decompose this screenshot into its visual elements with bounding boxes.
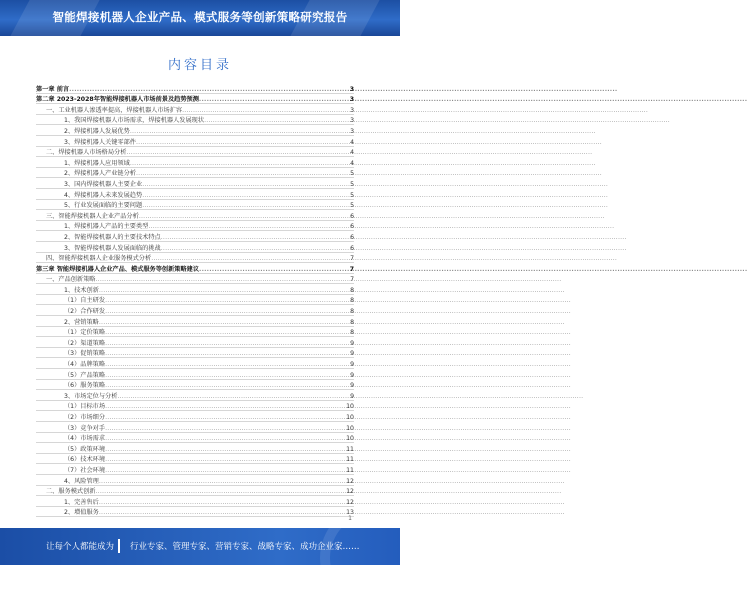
toc-entry-page: 7 bbox=[349, 265, 354, 273]
toc-entry-title: 2、焊接机器人产业链分析 bbox=[64, 170, 136, 178]
toc-entry[interactable] bbox=[36, 327, 354, 338]
toc-entry-title: 2、焊接机器人发展优势 bbox=[64, 127, 130, 135]
toc-entry-title: （1）目标市场 bbox=[64, 403, 106, 411]
toc-entry-page: 12 bbox=[346, 498, 354, 506]
toc-entry-title: 第二章 2023-2028年智能焊接机器人市场前景及趋势预测 bbox=[36, 96, 199, 104]
toc-entry-page: 3 bbox=[349, 85, 354, 93]
toc-entry-title: （1）自主研发 bbox=[64, 297, 106, 305]
toc-entry[interactable] bbox=[36, 496, 354, 507]
toc-entry-page: 9 bbox=[350, 339, 354, 347]
toc-entry-title: （1）定价策略 bbox=[64, 329, 106, 337]
toc-entry-page: 10 bbox=[346, 403, 354, 411]
toc-entry-page: 3 bbox=[350, 106, 354, 114]
toc-entry[interactable] bbox=[36, 464, 354, 475]
toc-entry[interactable] bbox=[36, 242, 354, 253]
toc-entry-page: 8 bbox=[350, 318, 354, 326]
report-header-banner bbox=[0, 0, 400, 36]
toc-entry-page: 11 bbox=[346, 445, 354, 453]
toc-entry-title: （3）促销策略 bbox=[64, 350, 106, 358]
toc-dot-leader bbox=[204, 117, 349, 124]
toc-dot-leader bbox=[161, 234, 349, 241]
toc-entry-title: 1、技术创新 bbox=[64, 286, 99, 294]
toc-heading: 内容目录 bbox=[167, 58, 232, 73]
toc-dot-leader bbox=[105, 456, 345, 463]
toc-dot-leader bbox=[105, 435, 345, 442]
toc-entry-page: 4 bbox=[350, 149, 354, 157]
toc-entry-title: （2）市场细分 bbox=[64, 414, 106, 421]
toc-entry-title: （4）品牌策略 bbox=[64, 361, 106, 369]
toc-entry-title: 3、智能焊接机器人发展面临的挑战 bbox=[64, 244, 161, 252]
toc-entry[interactable] bbox=[36, 125, 354, 136]
toc-dot-leader bbox=[105, 297, 349, 304]
toc-entry-page: 9 bbox=[350, 371, 354, 379]
toc-entry-page: 4 bbox=[350, 159, 354, 167]
toc-entry[interactable] bbox=[36, 253, 354, 264]
toc-entry[interactable] bbox=[36, 136, 354, 147]
toc-entry[interactable] bbox=[36, 178, 354, 189]
toc-dot-leader bbox=[142, 192, 349, 199]
toc-entry-title: 三、智能焊接机器人企业产品分析 bbox=[46, 212, 139, 220]
toc-dot-leader bbox=[99, 509, 345, 516]
toc-dot-leader bbox=[105, 414, 345, 421]
toc-entry-page: 9 bbox=[350, 392, 354, 400]
toc-entry[interactable] bbox=[36, 200, 354, 211]
toc-entry[interactable] bbox=[36, 104, 354, 115]
toc-entry[interactable] bbox=[36, 94, 354, 105]
toc-entry[interactable] bbox=[36, 443, 354, 454]
toc-entry-page: 5 bbox=[350, 180, 354, 188]
toc-entry[interactable] bbox=[36, 433, 354, 444]
toc-entry[interactable] bbox=[36, 295, 354, 306]
toc-entry[interactable] bbox=[36, 486, 354, 497]
toc-entry-page: 9 bbox=[350, 382, 354, 390]
toc-entry-title: 二、服务模式创新 bbox=[46, 488, 96, 496]
toc-entry[interactable] bbox=[36, 115, 354, 126]
toc-entry-page: 12 bbox=[346, 488, 354, 496]
toc-dot-leader bbox=[130, 160, 349, 167]
toc-entry[interactable] bbox=[36, 221, 354, 232]
toc-dot-leader bbox=[105, 329, 349, 336]
toc-dot-leader bbox=[142, 202, 349, 209]
toc-entry-page: 8 bbox=[350, 329, 354, 337]
toc-entry[interactable] bbox=[36, 348, 354, 359]
toc-entry[interactable] bbox=[36, 337, 354, 348]
toc-entry-title: 1、焊接机器人产品的主要类型 bbox=[64, 223, 149, 231]
toc-entry-page: 7 bbox=[350, 255, 354, 263]
toc-entry-title: （5）政策环境 bbox=[64, 445, 106, 453]
toc-dot-leader bbox=[148, 223, 349, 230]
toc-entry-page: 6 bbox=[350, 212, 354, 220]
toc-entry-page: 7 bbox=[350, 276, 354, 284]
report-title: 智能焊接机器人企业产品、模式服务等创新策略研究报告 bbox=[52, 10, 348, 24]
toc-entry-title: 3、国内焊接机器人主要企业 bbox=[64, 180, 143, 188]
toc-dot-leader bbox=[182, 107, 349, 114]
toc-entry-title: （7）社会环境 bbox=[64, 466, 106, 474]
toc-entry-title: 5、行业发展面临的主要问题 bbox=[64, 202, 143, 210]
toc-dot-leader bbox=[99, 319, 349, 326]
toc-dot-leader bbox=[139, 213, 349, 220]
toc-dot-leader bbox=[151, 255, 349, 262]
toc-entry-title: 4、风险管理 bbox=[64, 477, 99, 485]
toc-dot-leader bbox=[105, 308, 349, 315]
toc-entry-page: 9 bbox=[350, 350, 354, 358]
toc-entry-page: 5 bbox=[350, 170, 354, 178]
footer-decor-arc bbox=[320, 503, 430, 613]
toc-entry-title: 四、智能焊接机器人企业服务模式分析 bbox=[46, 255, 152, 263]
footer-experts-text: 行业专家、管理专家、营销专家、战略专家、成功企业家…… bbox=[130, 542, 360, 552]
toc-entry[interactable] bbox=[36, 422, 354, 433]
toc-entry-page: 12 bbox=[346, 477, 354, 485]
toc-entry[interactable] bbox=[36, 316, 354, 327]
toc-entry-title: （2）合作研发 bbox=[64, 308, 106, 316]
toc-entry-title: （4）市场需求 bbox=[64, 435, 106, 443]
toc-entry[interactable] bbox=[36, 263, 354, 274]
footer-separator bbox=[118, 539, 120, 553]
toc-dot-leader bbox=[96, 488, 346, 495]
toc-entry-title: 1、焊接机器人应用领域 bbox=[64, 159, 130, 167]
toc-entry-title: 第三章 智能焊接机器人企业产品、模式服务等创新策略建议 bbox=[36, 265, 200, 273]
toc-entry-page: 8 bbox=[350, 308, 354, 316]
toc-dot-leader bbox=[69, 86, 349, 93]
toc-entry-page: 8 bbox=[350, 286, 354, 294]
toc-entry-page: 5 bbox=[350, 202, 354, 210]
toc-entry-page: 11 bbox=[346, 456, 354, 464]
toc-entry-title: 2、智能焊接机器人的主要技术特点 bbox=[64, 233, 161, 241]
toc-dot-leader bbox=[105, 382, 349, 389]
toc-entry-title: 4、焊接机器人未来发展趋势 bbox=[64, 191, 143, 199]
toc-entry-page: 3 bbox=[349, 96, 354, 104]
toc-dot-leader bbox=[105, 340, 349, 347]
toc-dot-leader bbox=[117, 393, 349, 400]
toc-dot-leader bbox=[105, 361, 349, 368]
toc-dot-leader bbox=[105, 350, 349, 357]
footer-slogan: 让每个人都能成为 bbox=[46, 542, 115, 552]
toc-entry-page: 10 bbox=[346, 424, 354, 432]
toc-dot-leader bbox=[99, 287, 349, 294]
toc-dot-leader bbox=[126, 149, 349, 156]
toc-dot-leader bbox=[199, 266, 349, 273]
toc-dot-leader bbox=[105, 446, 345, 453]
toc-entry-title: 1、完善售后 bbox=[64, 498, 99, 506]
toc-entry-title: 一、产品创新策略 bbox=[46, 276, 96, 284]
toc-entry[interactable] bbox=[36, 210, 354, 221]
toc-entry-title: 第一章 前言 bbox=[36, 85, 70, 93]
toc-entry-title: 一、工业机器人渗透率提高，焊接机器人市场扩容 bbox=[46, 106, 183, 114]
toc-dot-leader bbox=[99, 499, 345, 506]
toc-entry-page: 3 bbox=[350, 127, 354, 135]
toc-entry[interactable] bbox=[36, 147, 354, 158]
toc-entry-title: （6）服务策略 bbox=[64, 382, 106, 390]
toc-dot-leader bbox=[99, 478, 345, 485]
toc-entry-page: 10 bbox=[346, 414, 354, 421]
toc-entry-page: 6 bbox=[350, 244, 354, 252]
toc-entry-title: 1、我国焊接机器人市场需求，焊接机器人发展现状 bbox=[64, 117, 205, 125]
toc-entry-title: （3）竞争对手 bbox=[64, 424, 106, 432]
toc-entry-page: 4 bbox=[350, 138, 354, 146]
toc-dot-leader bbox=[130, 128, 349, 135]
toc-entry[interactable] bbox=[36, 305, 354, 316]
toc-entry-title: （2）渠道策略 bbox=[64, 339, 106, 347]
table-of-contents bbox=[36, 83, 354, 517]
toc-entry-title: （6）技术环境 bbox=[64, 456, 106, 464]
toc-entry[interactable] bbox=[36, 507, 354, 518]
toc-entry[interactable] bbox=[36, 168, 354, 179]
toc-entry-page: 5 bbox=[350, 191, 354, 199]
toc-entry[interactable] bbox=[36, 380, 354, 391]
toc-entry-page: 6 bbox=[350, 233, 354, 241]
toc-entry-page: 11 bbox=[346, 466, 354, 474]
toc-dot-leader bbox=[105, 403, 345, 410]
toc-entry[interactable] bbox=[36, 390, 354, 401]
toc-dot-leader bbox=[199, 96, 349, 103]
toc-entry[interactable] bbox=[36, 189, 354, 200]
toc-entry-page: 6 bbox=[350, 223, 354, 231]
toc-dot-leader bbox=[161, 245, 349, 252]
toc-entry-page: 13 bbox=[346, 509, 354, 517]
footer-banner bbox=[0, 528, 400, 565]
toc-dot-leader bbox=[105, 372, 349, 379]
toc-entry[interactable] bbox=[36, 157, 354, 168]
toc-entry-title: 3、焊接机器人关键零部件 bbox=[64, 138, 136, 146]
toc-entry-title: 二、焊接机器人市场格局分析 bbox=[46, 149, 127, 157]
toc-entry-title: 2、增值服务 bbox=[64, 509, 99, 517]
toc-entry-page: 3 bbox=[350, 117, 354, 125]
toc-entry[interactable] bbox=[36, 231, 354, 242]
toc-entry[interactable] bbox=[36, 411, 354, 422]
toc-entry[interactable] bbox=[36, 369, 354, 380]
toc-dot-leader bbox=[96, 276, 350, 283]
toc-entry-page: 8 bbox=[350, 297, 354, 305]
toc-entry-title: 2、营销策略 bbox=[64, 318, 99, 326]
toc-entry-page: 10 bbox=[346, 435, 354, 443]
toc-entry-page: 9 bbox=[350, 361, 354, 369]
toc-entry[interactable] bbox=[36, 358, 354, 369]
toc-dot-leader bbox=[136, 170, 349, 177]
page-number: 1 bbox=[348, 515, 352, 522]
toc-entry[interactable] bbox=[36, 475, 354, 486]
toc-entry[interactable] bbox=[36, 284, 354, 295]
toc-dot-leader bbox=[136, 139, 349, 146]
toc-dot-leader bbox=[105, 425, 345, 432]
toc-entry[interactable] bbox=[36, 274, 354, 285]
toc-entry[interactable] bbox=[36, 454, 354, 465]
toc-entry-title: （5）产品策略 bbox=[64, 371, 106, 379]
toc-dot-leader bbox=[142, 181, 349, 188]
toc-entry[interactable] bbox=[36, 401, 354, 412]
toc-dot-leader bbox=[105, 467, 345, 474]
toc-entry[interactable] bbox=[36, 83, 354, 94]
toc-entry-title: 3、市场定位与分析 bbox=[64, 392, 118, 400]
